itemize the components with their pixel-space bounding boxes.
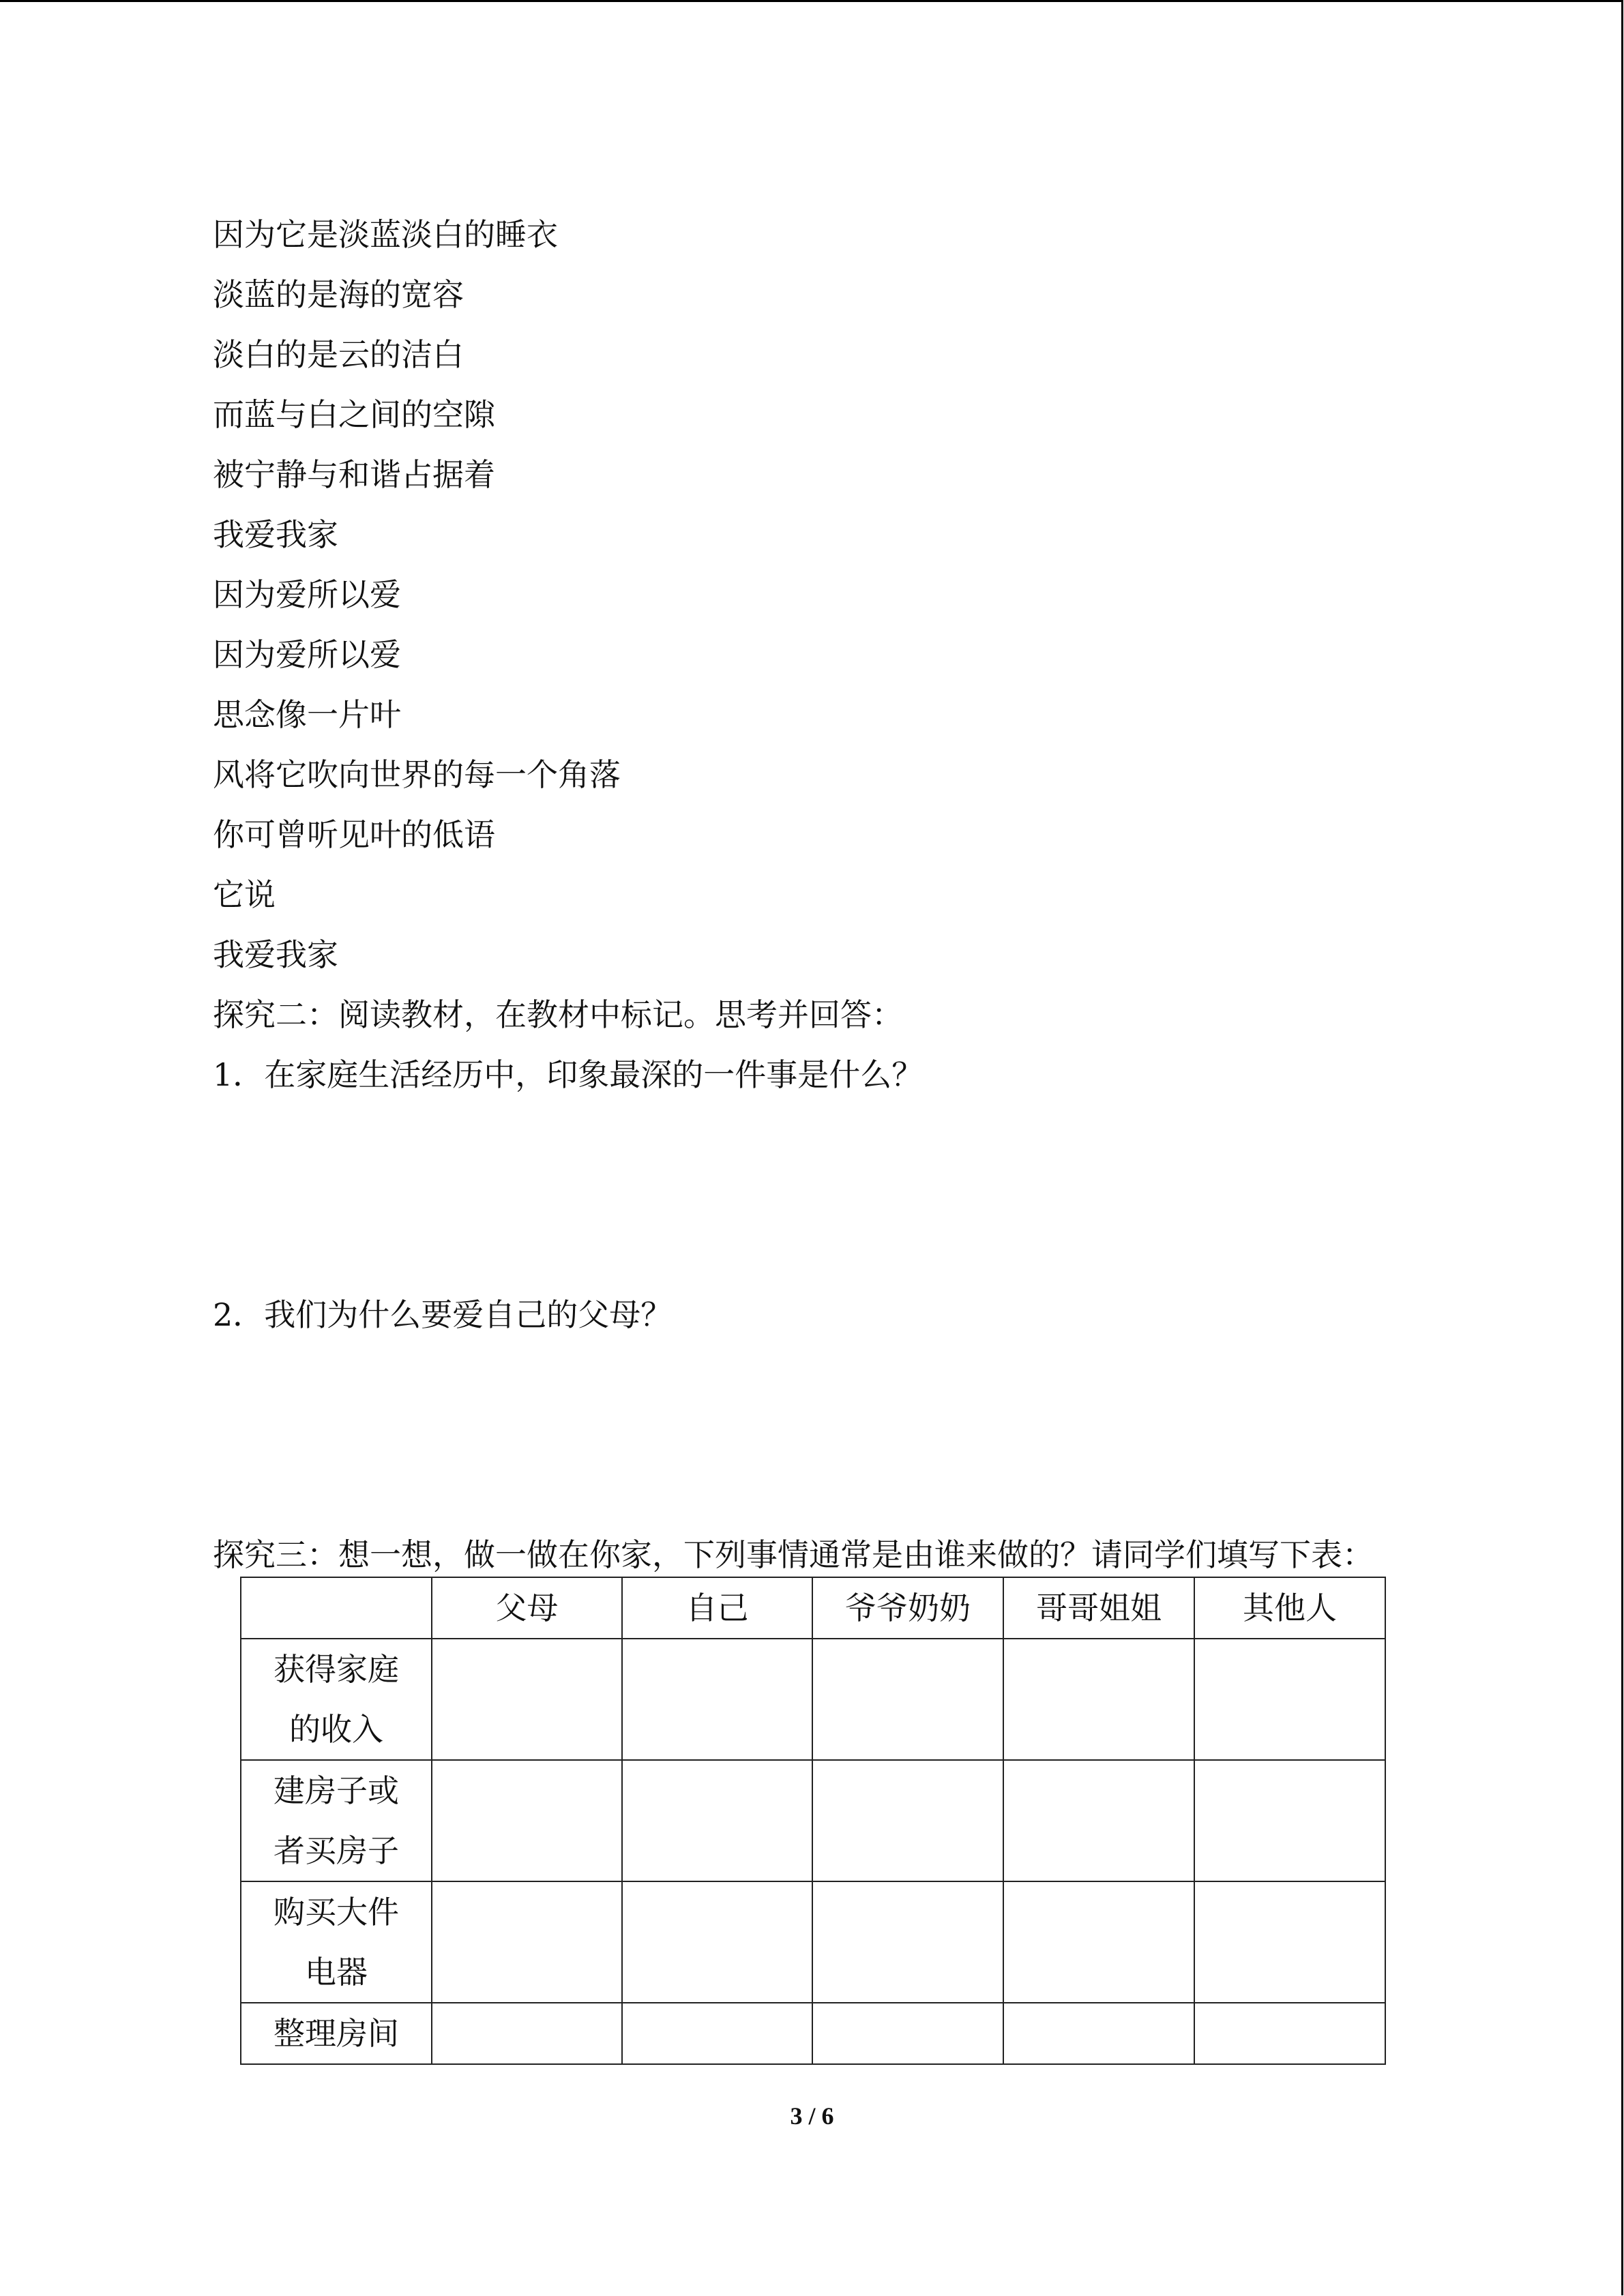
poem-line: 你可曾听见叶的低语 — [213, 816, 495, 853]
answer-cell[interactable] — [1194, 1760, 1385, 1881]
poem-line: 淡白的是云的洁白 — [213, 336, 464, 373]
answer-cell[interactable] — [1003, 1639, 1194, 1760]
answer-cell[interactable] — [622, 1881, 812, 2003]
answer-cell[interactable] — [1003, 2003, 1194, 2064]
poem-line: 被宁静与和谐占据着 — [213, 456, 495, 493]
answer-cell[interactable] — [1194, 1639, 1385, 1760]
table-header-cell: 哥哥姐姐 — [1003, 1577, 1194, 1639]
table-row — [241, 1639, 1385, 1760]
answer-cell[interactable] — [432, 1760, 622, 1881]
answer-cell[interactable] — [812, 2003, 1003, 2064]
answer-cell[interactable] — [1003, 1881, 1194, 2003]
table-header-row — [241, 1577, 1385, 1639]
poem-line: 因为爱所以爱 — [213, 636, 401, 673]
question-2: 2．我们为什么要爱自己的父母？ — [213, 1296, 673, 1333]
answer-cell[interactable] — [432, 1881, 622, 2003]
answer-cell[interactable] — [812, 1881, 1003, 2003]
poem-line: 我爱我家 — [213, 936, 338, 973]
poem-line: 我爱我家 — [213, 516, 338, 553]
answer-cell[interactable] — [812, 1639, 1003, 1760]
answer-cell[interactable] — [812, 1760, 1003, 1881]
row-label: 整理房间 — [274, 2015, 399, 2052]
answer-cell[interactable] — [622, 2003, 812, 2064]
row-label: 购买大件电器 — [274, 1894, 399, 1991]
explore2-heading: 探究二：阅读教材，在教材中标记。思考并回答： — [213, 996, 903, 1033]
table-header-cell: 爷爷奶奶 — [812, 1577, 1003, 1639]
table-header-cell: 其他人 — [1194, 1577, 1385, 1639]
question-1: 1．在家庭生活经历中，印象最深的一件事是什么？ — [213, 1056, 924, 1093]
table-row — [241, 1881, 1385, 2003]
explore3-heading: 探究三：想一想，做一做在你家，下列事情通常是由谁来做的？请同学们填写下表： — [213, 1536, 1374, 1573]
row-label-cell — [241, 1639, 432, 1760]
answer-cell[interactable] — [622, 1760, 812, 1881]
row-label-cell — [241, 2003, 432, 2064]
answer-cell[interactable] — [1194, 2003, 1385, 2064]
row-label-cell — [241, 1760, 432, 1881]
poem-line: 思念像一片叶 — [213, 696, 401, 733]
table-header-cell: 自己 — [622, 1577, 812, 1639]
answer-cell[interactable] — [432, 2003, 622, 2064]
table-header-cell: 父母 — [432, 1577, 622, 1639]
poem-line: 它说 — [213, 876, 276, 913]
row-label: 建房子或者买房子 — [274, 1772, 399, 1869]
answer-cell[interactable] — [622, 1639, 812, 1760]
poem-line: 因为它是淡蓝淡白的睡衣 — [213, 216, 558, 253]
chores-table — [240, 1577, 1386, 2065]
page-number: 3 / 6 — [790, 2102, 834, 2130]
table-row — [241, 1760, 1385, 1881]
row-label: 获得家庭的收入 — [274, 1651, 399, 1748]
table-row — [241, 2003, 1385, 2064]
poem — [213, 205, 621, 985]
answer-cell[interactable] — [1194, 1881, 1385, 2003]
poem-line: 风将它吹向世界的每一个角落 — [213, 756, 621, 793]
row-label-cell — [241, 1881, 432, 2003]
answer-cell[interactable] — [1003, 1760, 1194, 1881]
table-header-cell — [241, 1577, 432, 1639]
answer-cell[interactable] — [432, 1639, 622, 1760]
poem-line: 而蓝与白之间的空隙 — [213, 396, 495, 433]
poem-line: 淡蓝的是海的宽容 — [213, 276, 464, 313]
poem-line: 因为爱所以爱 — [213, 576, 401, 613]
